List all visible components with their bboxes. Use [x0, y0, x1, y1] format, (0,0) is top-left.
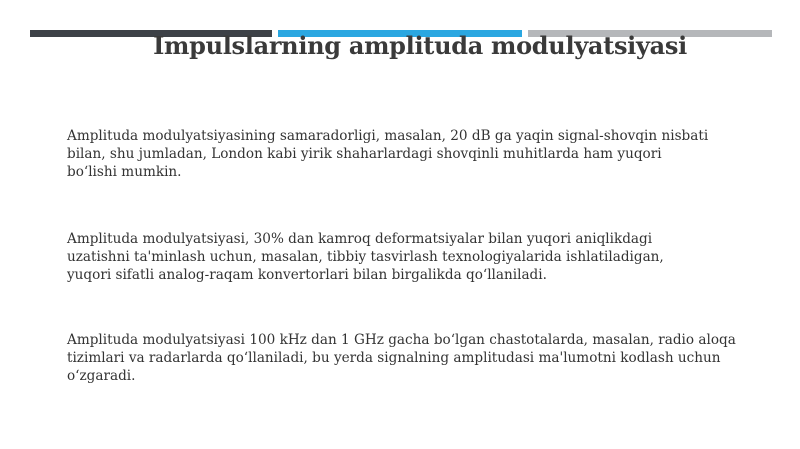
slide-title: Impulslarning amplituda modulyatsiyasi [153, 31, 687, 60]
paragraph-1: Amplituda modulyatsiyasining samaradorligi, masalan, 20 dB ga yaqin signal-shovqin nisbati bilan, shu jumladan, London kabi yirik shaharlardagi shovqinli muhitlarda ham yuqori bo‘lishi mumkin. [67, 128, 709, 180]
paragraph-3: Amplituda modulyatsiyasi 100 kHz dan 1 GHz gacha bo‘lgan chastotalarda, masalan, radio aloqa tizimlari va radarlarda qo‘llaniladi, bu yerda signalning amplitudasi ma'lumotni kodlash uchun o‘zgaradi. [67, 332, 736, 384]
paragraph-2: Amplituda modulyatsiyasi, 30% dan kamroq deformatsiyalar bilan yuqori aniqlikdagi uzatishni ta'minlash uchun, masalan, tibbiy tasvirlash texnologiyalarida ishlatiladigan, yuqori sifatli analog-raqam konvertorlari bilan birgalikda qo‘llaniladi. [67, 231, 664, 283]
